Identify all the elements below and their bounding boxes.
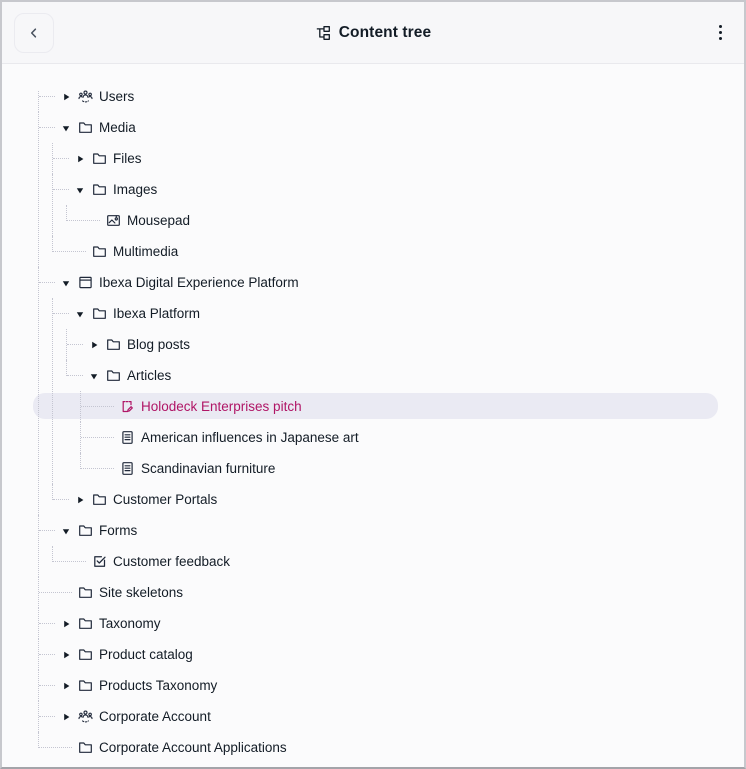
folder-icon bbox=[92, 492, 107, 507]
tree-item-holodeck-enterprises-pitch bbox=[80, 391, 720, 422]
tree-row-multimedia[interactable] bbox=[52, 236, 720, 267]
tree-item-label: Customer Portals bbox=[113, 492, 218, 507]
tree-branch-list bbox=[52, 546, 720, 577]
selected-row-highlight bbox=[33, 393, 718, 419]
tree-item-media bbox=[38, 112, 720, 267]
tree-row-customer-feedback[interactable] bbox=[52, 546, 720, 577]
tree-row-articles[interactable] bbox=[66, 360, 720, 391]
caret-down-icon[interactable] bbox=[73, 185, 87, 195]
folder-icon bbox=[92, 182, 107, 197]
tree-row-images[interactable] bbox=[52, 174, 720, 205]
tree-item-label: Products Taxonomy bbox=[99, 678, 218, 693]
tree-item-label: Scandinavian furniture bbox=[141, 461, 276, 476]
tree-item-american-influences-in-japanese-art bbox=[80, 422, 720, 453]
article-icon bbox=[120, 430, 135, 445]
tree-item-label: Holodeck Enterprises pitch bbox=[141, 399, 302, 414]
folder-icon bbox=[92, 151, 107, 166]
tree-item-label: Articles bbox=[127, 368, 172, 383]
users-icon bbox=[78, 709, 93, 724]
panel-title-group bbox=[315, 24, 431, 42]
tree-item-label: American influences in Japanese art bbox=[141, 430, 359, 445]
tree-item-articles bbox=[66, 360, 720, 484]
tree-item-customer-feedback bbox=[52, 546, 720, 577]
tree-item-users bbox=[38, 81, 720, 112]
tree-item-label: Corporate Account bbox=[99, 709, 211, 724]
tree-item-label: Ibexa Digital Experience Platform bbox=[99, 275, 299, 290]
tree-item-corporate-account bbox=[38, 701, 720, 732]
caret-right-icon[interactable] bbox=[73, 154, 87, 164]
tree-item-products-taxonomy bbox=[38, 670, 720, 701]
tree-item-label: Multimedia bbox=[113, 244, 179, 259]
site-icon bbox=[78, 275, 93, 290]
tree-row-site-skeletons[interactable] bbox=[38, 577, 720, 608]
tree-branch-list bbox=[52, 298, 720, 515]
folder-icon bbox=[78, 120, 93, 135]
caret-down-icon[interactable] bbox=[59, 123, 73, 133]
tree-row-customer-portals[interactable] bbox=[52, 484, 720, 515]
tree-item-mousepad bbox=[66, 205, 720, 236]
kebab-menu-icon[interactable] bbox=[709, 20, 731, 46]
back-button[interactable] bbox=[14, 13, 54, 53]
back-chevron-icon bbox=[26, 25, 42, 41]
form-check-icon bbox=[92, 554, 107, 569]
caret-right-icon[interactable] bbox=[87, 340, 101, 350]
tree-item-customer-portals bbox=[52, 484, 720, 515]
caret-down-icon[interactable] bbox=[59, 526, 73, 536]
tree-row-media[interactable] bbox=[38, 112, 720, 143]
tree-item-multimedia bbox=[52, 236, 720, 267]
tree-item-label: Blog posts bbox=[127, 337, 191, 352]
tree-item-product-catalog bbox=[38, 639, 720, 670]
folder-icon bbox=[78, 523, 93, 538]
tree-item-blog-posts bbox=[66, 329, 720, 360]
users-icon bbox=[78, 89, 93, 104]
tree-item-label: Taxonomy bbox=[99, 616, 161, 631]
content-tree bbox=[2, 64, 744, 767]
caret-right-icon[interactable] bbox=[59, 92, 73, 102]
tree-item-files bbox=[52, 143, 720, 174]
caret-right-icon[interactable] bbox=[73, 495, 87, 505]
caret-down-icon[interactable] bbox=[59, 278, 73, 288]
panel-title: Content tree bbox=[338, 23, 432, 41]
tree-row-blog-posts[interactable] bbox=[66, 329, 720, 360]
folder-icon bbox=[106, 368, 121, 383]
tree-branch-list bbox=[80, 391, 720, 484]
tree-item-label: Ibexa Platform bbox=[113, 306, 201, 321]
tree-item-label: Files bbox=[113, 151, 142, 166]
tree-row-product-catalog[interactable] bbox=[38, 639, 720, 670]
tree-row-holodeck-enterprises-pitch[interactable] bbox=[80, 391, 720, 422]
tree-item-label: Media bbox=[99, 120, 136, 135]
folder-icon bbox=[78, 616, 93, 631]
caret-right-icon[interactable] bbox=[59, 712, 73, 722]
tree-item-label: Site skeletons bbox=[99, 585, 184, 600]
tree-row-ibexa-digital-experience-platform[interactable] bbox=[38, 267, 720, 298]
tree-row-corporate-account[interactable] bbox=[38, 701, 720, 732]
folder-icon bbox=[78, 678, 93, 693]
tree-row-users[interactable] bbox=[38, 81, 720, 112]
tree-item-images bbox=[52, 174, 720, 236]
tree-item-ibexa-digital-experience-platform bbox=[38, 267, 720, 515]
tree-branch-list bbox=[52, 143, 720, 267]
tree-row-american-influences-in-japanese-art[interactable] bbox=[80, 422, 720, 453]
folder-icon bbox=[78, 647, 93, 662]
tree-item-label: Forms bbox=[99, 523, 138, 538]
caret-right-icon[interactable] bbox=[59, 619, 73, 629]
panel-header bbox=[2, 2, 744, 64]
caret-down-icon[interactable] bbox=[73, 309, 87, 319]
folder-icon bbox=[78, 585, 93, 600]
content-tree-icon bbox=[315, 25, 331, 41]
tree-item-label: Customer feedback bbox=[113, 554, 231, 569]
tree-row-scandinavian-furniture[interactable] bbox=[80, 453, 720, 484]
tree-row-taxonomy[interactable] bbox=[38, 608, 720, 639]
tree-item-corporate-account-applications bbox=[38, 732, 720, 763]
caret-right-icon[interactable] bbox=[59, 650, 73, 660]
tree-branch-list bbox=[66, 205, 720, 236]
image-icon bbox=[106, 213, 121, 228]
tree-row-mousepad[interactable] bbox=[66, 205, 720, 236]
folder-icon bbox=[78, 740, 93, 755]
folder-icon bbox=[92, 244, 107, 259]
tree-branch-list bbox=[66, 329, 720, 484]
folder-icon bbox=[92, 306, 107, 321]
caret-down-icon[interactable] bbox=[87, 371, 101, 381]
tree-item-label: Images bbox=[113, 182, 158, 197]
tree-item-taxonomy bbox=[38, 608, 720, 639]
tree-row-ibexa-platform[interactable] bbox=[52, 298, 720, 329]
caret-right-icon[interactable] bbox=[59, 681, 73, 691]
article-edit-icon bbox=[120, 399, 135, 414]
folder-icon bbox=[106, 337, 121, 352]
tree-item-label: Product catalog bbox=[99, 647, 193, 662]
tree-item-scandinavian-furniture bbox=[80, 453, 720, 484]
tree-row-forms[interactable] bbox=[38, 515, 720, 546]
tree-row-corporate-account-applications[interactable] bbox=[38, 732, 720, 763]
tree-item-label: Mousepad bbox=[127, 213, 191, 228]
tree-item-ibexa-platform bbox=[52, 298, 720, 484]
article-icon bbox=[120, 461, 135, 476]
tree-row-products-taxonomy[interactable] bbox=[38, 670, 720, 701]
tree-item-label: Users bbox=[99, 89, 135, 104]
tree-item-forms bbox=[38, 515, 720, 577]
tree-item-site-skeletons bbox=[38, 577, 720, 608]
tree-root-list bbox=[38, 81, 720, 763]
tree-item-label: Corporate Account Applications bbox=[99, 740, 287, 755]
tree-row-files[interactable] bbox=[52, 143, 720, 174]
